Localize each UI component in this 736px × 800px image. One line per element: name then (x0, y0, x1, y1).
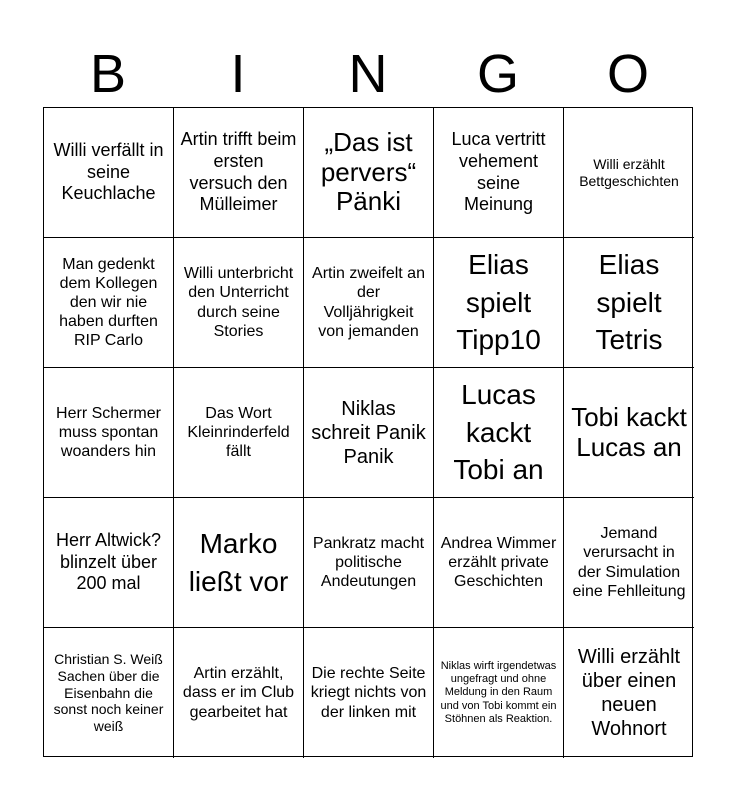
cell-text: Christian S. Weiß Sachen über die Eisenbahn die sonst noch keiner weiß (53, 651, 164, 735)
bingo-cell[interactable] (44, 238, 174, 368)
cell-text: Niklas wirft irgendetwas ungefragt und ohne Meldung in den Raum und von Tobi kommt ein Stöhnen als Reaktion. (440, 660, 557, 725)
bingo-cell[interactable] (304, 238, 434, 368)
cell-text: Elias spielt Tetris (595, 248, 663, 356)
cell-text: Die rechte Seite kriegt nichts von der linken mit (310, 665, 427, 721)
bingo-cell[interactable] (434, 498, 564, 628)
cell-text: Artin trifft beim ersten versuch den Mülleimer (180, 129, 297, 215)
cell-text: Willi erzählt über einen neuen Wohnort (577, 646, 681, 740)
cell-text: „Das ist pervers“ Pänki (320, 126, 417, 217)
cell-text: Willi unterbricht den Unterricht durch seine Stories (183, 265, 294, 340)
bingo-card (43, 107, 693, 757)
bingo-cell[interactable] (434, 368, 564, 498)
bingo-cell[interactable] (434, 238, 564, 368)
bingo-cell[interactable] (564, 368, 694, 498)
bingo-cell[interactable] (174, 368, 304, 498)
bingo-header (43, 40, 693, 108)
header-letter-n: N (348, 44, 388, 104)
cell-text: Artin zweifelt an der Volljährigkeit von jemanden (312, 265, 425, 340)
bingo-cell[interactable] (44, 628, 174, 758)
bingo-cell[interactable] (44, 108, 174, 238)
cell-text: Marko ließt vor (188, 527, 289, 597)
bingo-cell[interactable] (564, 498, 694, 628)
cell-text: Das Wort Kleinrinderfeld fällt (187, 404, 290, 461)
bingo-cell[interactable] (304, 368, 434, 498)
cell-text: Pankratz macht politische Andeutungen (312, 534, 425, 591)
cell-text: Willi verfällt in seine Keuchlache (53, 140, 164, 204)
header-letter-b: B (89, 44, 127, 104)
bingo-cell[interactable] (44, 498, 174, 628)
cell-text: Andrea Wimmer erzählt private Geschichten (440, 534, 557, 591)
cell-text: Willi erzählt Bettgeschichten (579, 155, 679, 189)
bingo-cell[interactable] (564, 108, 694, 238)
bingo-cell[interactable] (44, 368, 174, 498)
bingo-cell[interactable] (434, 108, 564, 238)
bingo-cell[interactable] (564, 628, 694, 758)
bingo-cell[interactable] (304, 498, 434, 628)
bingo-cell[interactable] (304, 628, 434, 758)
header-letter-g: G (476, 44, 519, 104)
bingo-cell[interactable] (434, 628, 564, 758)
cell-text: Herr Altwick? blinzelt über 200 mal (55, 530, 162, 594)
bingo-cell[interactable] (174, 498, 304, 628)
cell-text: Lucas kackt Tobi an (453, 378, 544, 486)
bingo-cell[interactable] (174, 108, 304, 238)
header-letter-o: O (606, 44, 649, 104)
cell-text: Jemand verursacht in der Simulation eine Fehlleitung (572, 525, 686, 600)
bingo-cell[interactable] (304, 108, 434, 238)
bingo-cell[interactable] (174, 628, 304, 758)
bingo-cell[interactable] (564, 238, 694, 368)
header-letter-i: I (230, 44, 246, 104)
cell-text: Tobi kackt Lucas an (571, 401, 687, 462)
bingo-cell[interactable] (174, 238, 304, 368)
cell-text: Luca vertritt vehement seine Meinung (451, 129, 546, 215)
cell-text: Man gedenkt dem Kollegen den wir nie haben durften RIP Carlo (59, 255, 158, 350)
cell-text: Elias spielt Tipp10 (456, 248, 541, 356)
cell-text: Artin erzählt, dass er im Club gearbeitet hat (182, 665, 295, 721)
cell-text: Herr Schermer muss spontan woanders hin (56, 404, 161, 461)
cell-text: Niklas schreit Panik Panik (311, 397, 426, 468)
